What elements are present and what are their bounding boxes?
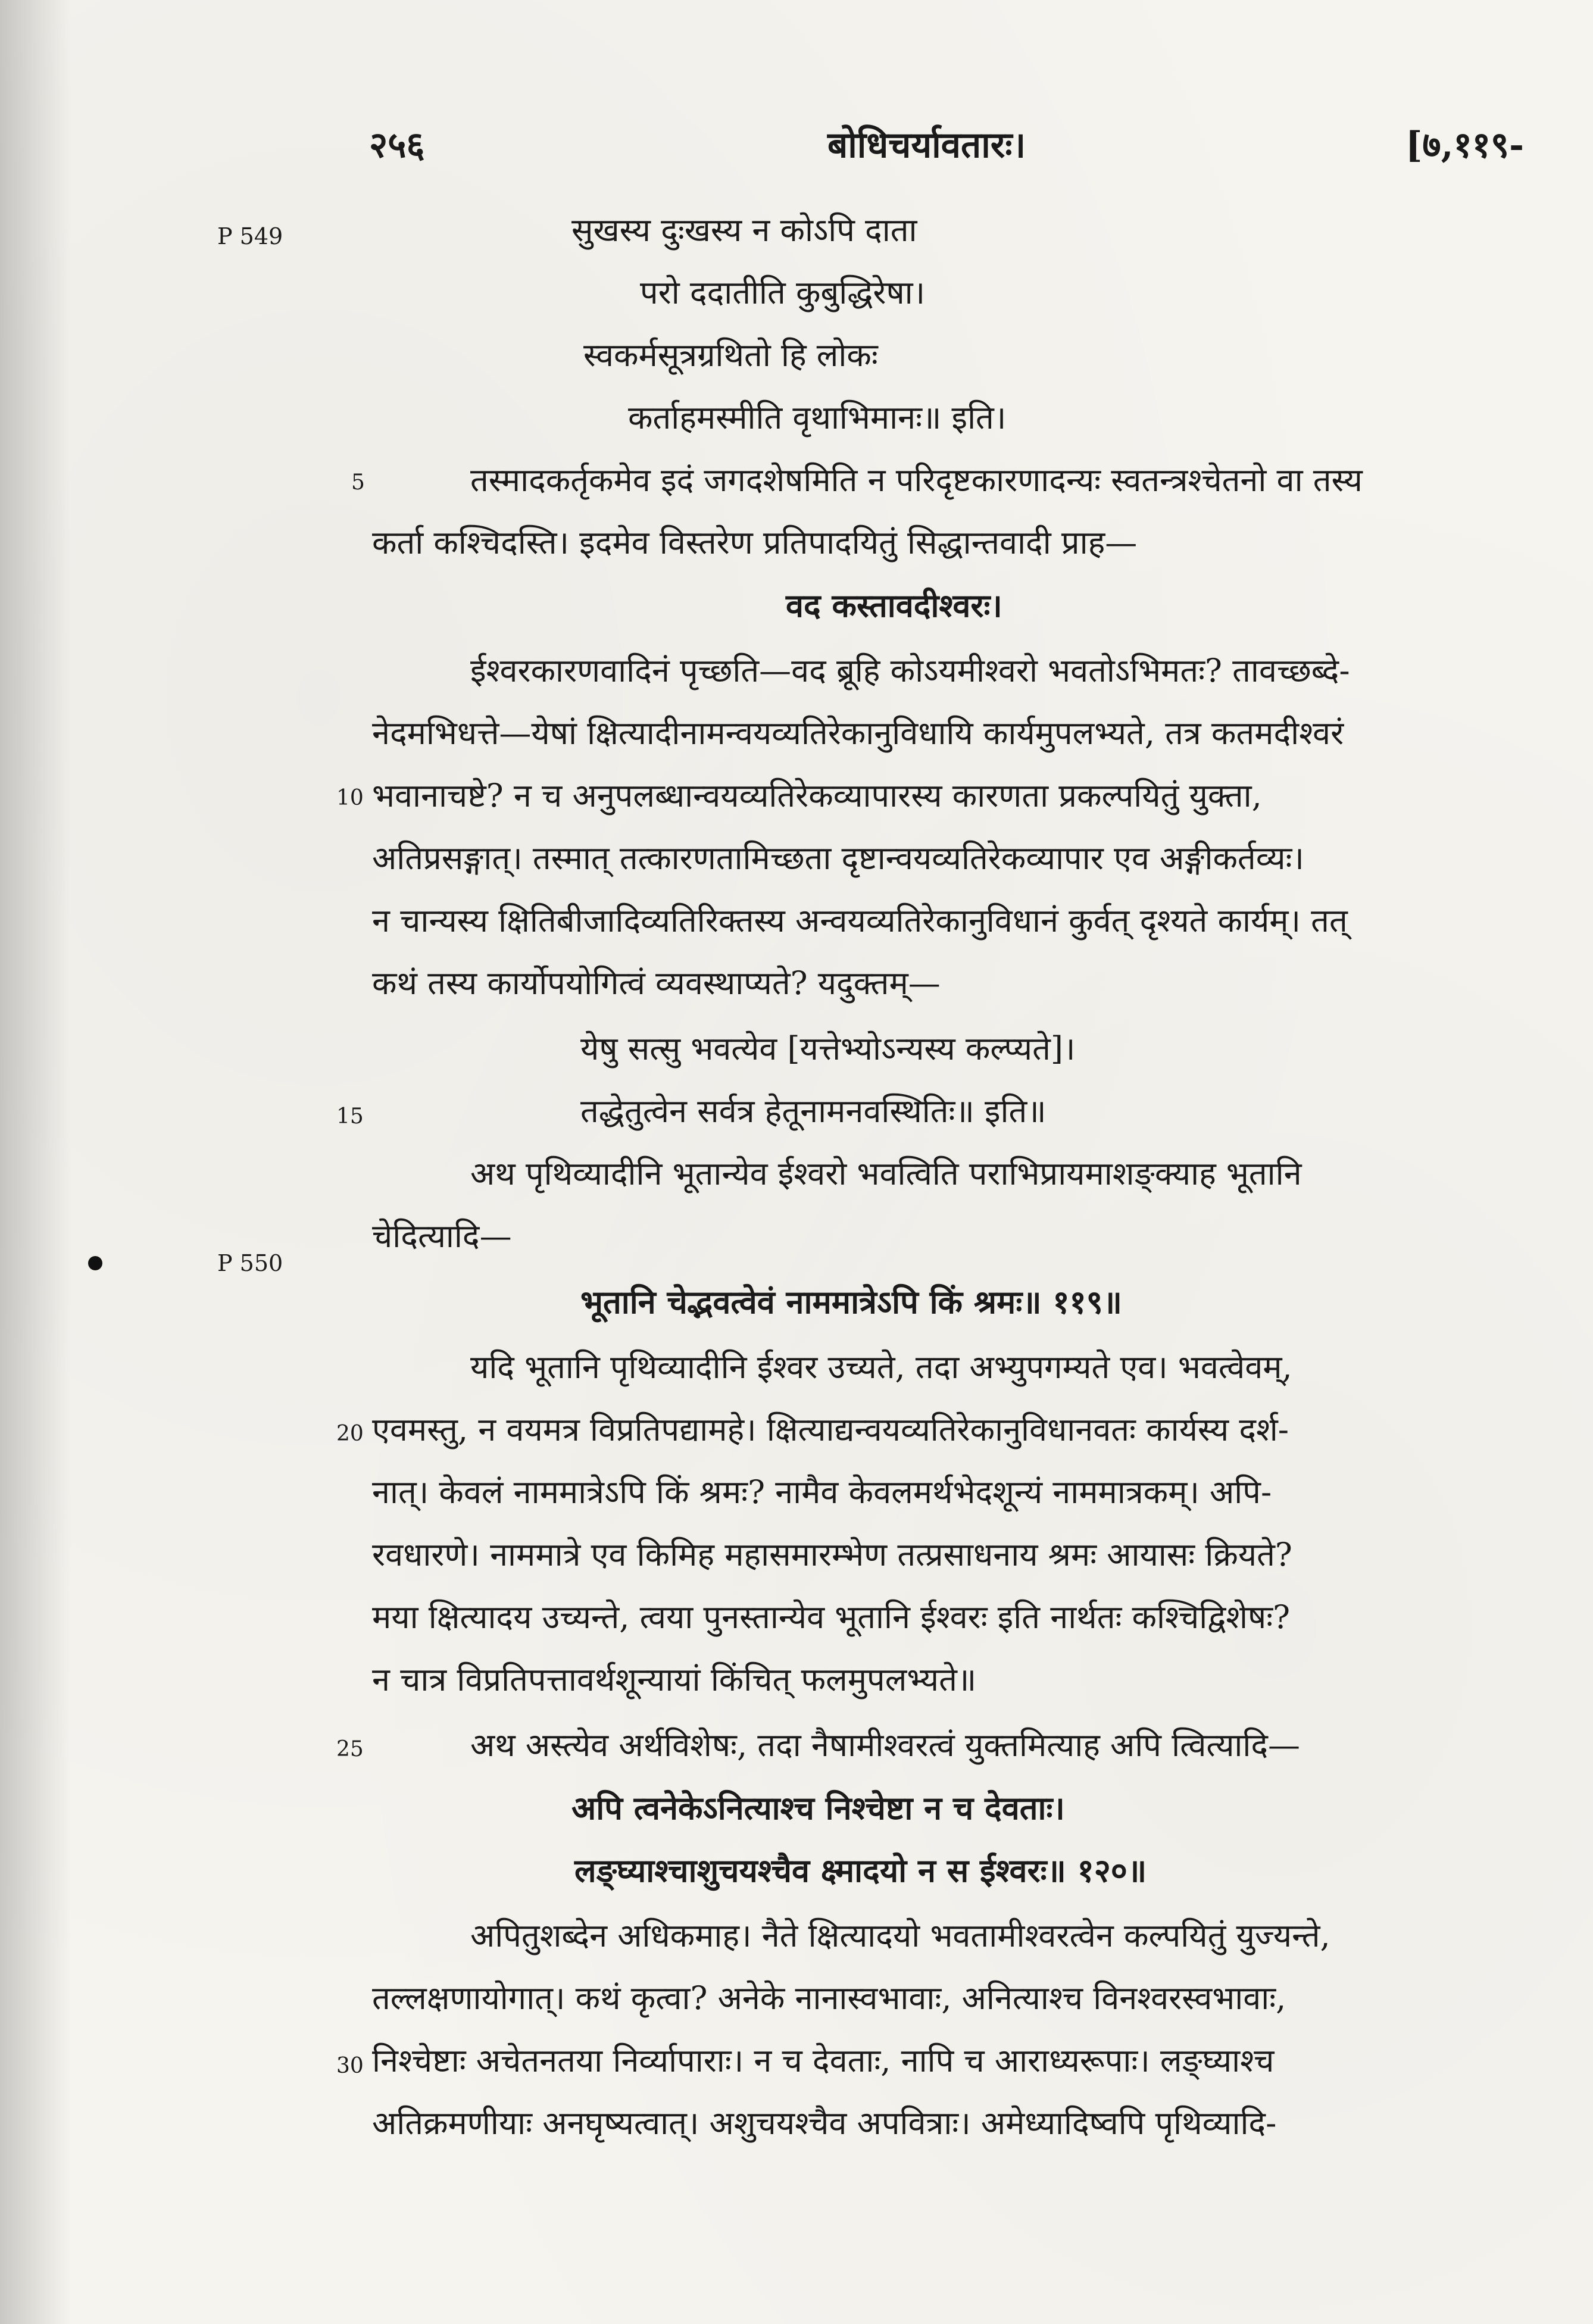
page-number: २५६ bbox=[369, 124, 425, 166]
prose-line: न चान्यस्य क्षितिबीजादिव्यतिरिक्तस्य अन्वयव्यतिरेकानुविधानं कुर्वत् दृश्यते कार्यम्। तत् bbox=[372, 902, 1348, 939]
prose-line: अथ पृथिव्यादीनि भूतान्येव ईश्वरो भवत्विति पराभिप्रायमाशङ्क्याह भूतानि bbox=[470, 1155, 1302, 1192]
root-verse-line: वद कस्तावदीश्वरः। bbox=[786, 586, 1002, 624]
line-number-30: 30 bbox=[336, 2054, 364, 2078]
prose-line: यदि भूतानि पृथिव्यादीनि ईश्वर उच्यते, तदा अभ्युपगम्यते एव। भवत्वेवम्, bbox=[470, 1348, 1292, 1386]
line-number-25: 25 bbox=[336, 1737, 364, 1761]
line-number-15: 15 bbox=[336, 1104, 364, 1129]
root-verse-line: लङ्घ्याश्चाशुचयश्चैव क्ष्मादयो न स ईश्वरः॥ १२०॥ bbox=[574, 1851, 1147, 1889]
prose-line: निश्चेष्टाः अचेतनतया निर्व्यापाराः। न च देवताः, नापि च आराध्यरूपाः। लङ्घ्याश्च bbox=[372, 2042, 1275, 2079]
page-header bbox=[369, 119, 1524, 173]
line-number-20: 20 bbox=[336, 1422, 364, 1446]
verse-line: स्वकर्मसूत्रग्रथितो हि लोकः bbox=[583, 336, 878, 374]
prose-line: तल्लक्षणायोगात्। कथं कृत्वा? अनेके नानास्वभावाः, अनित्याश्च विनश्वरस्वभावाः, bbox=[372, 1979, 1286, 2017]
prose-line: न चात्र विप्रतिपत्तावर्थशून्यायां किंचित् फलमुपलभ्यते॥ bbox=[372, 1661, 977, 1698]
prose-line: तस्मादकर्तृकमेव इदं जगदशेषमिति न परिदृष्टकारणादन्यः स्वतन्त्रश्चेतनो वा तस्य bbox=[470, 461, 1363, 499]
prose-line: एवमस्तु, न वयमत्र विप्रतिपद्यामहे। क्षित्याद्यन्वयव्यतिरेकानुविधानवतः कार्यस्य दर्श- bbox=[372, 1411, 1289, 1448]
prose-line: अपितुशब्देन अधिकमाह। नैते क्षित्यादयो भवतामीश्वरत्वेन कल्पयितुं युज्यन्ते, bbox=[470, 1917, 1330, 1954]
prose-line: कर्ता कश्चिदस्ति। इदमेव विस्तरेण प्रतिपादयितुं सिद्धान्तवादी प्राह— bbox=[372, 524, 1138, 561]
line-number-10: 10 bbox=[336, 786, 364, 810]
root-verse-line: भूतानि चेद्भवत्वेवं नाममात्रेऽपि किं श्रमः॥ ११९॥ bbox=[580, 1283, 1122, 1321]
prose-line: अतिक्रमणीयाः अनघृष्यत्वात्। अशुचयश्चैव अपवित्राः। अमेध्यादिष्वपि पृथिव्यादि- bbox=[372, 2104, 1277, 2142]
section-marker: [७,११९- bbox=[1405, 124, 1524, 166]
quoted-verse-line: येषु सत्सु भवत्येव [यत्तेभ्योऽन्यस्य कल्प्यते]। bbox=[580, 1030, 1076, 1067]
prose-line: अथ अस्त्येव अर्थविशेषः, तदा नैषामीश्वरत्वं युक्तमित्याह अपि त्वित्यादि— bbox=[470, 1726, 1301, 1764]
prose-line: कथं तस्य कार्योपयोगित्वं व्यवस्थाप्यते? यदुक्तम्— bbox=[372, 964, 941, 1002]
prose-line: रवधारणे। नाममात्रे एव किमिह महासमारम्भेण तत्प्रसाधनाय श्रमः आयासः क्रियते? bbox=[372, 1536, 1292, 1573]
running-title: बोधिचर्यावतारः। bbox=[827, 124, 1026, 166]
quoted-verse-line: तद्धेतुत्वेन सर्वत्र हेतूनामनवस्थितिः॥ इति॥ bbox=[580, 1092, 1047, 1130]
prose-line: मया क्षित्यादय उच्यन्ते, त्वया पुनस्तान्येव भूतानि ईश्वरः इति नार्थतः कश्चिद्विशेषः? bbox=[372, 1598, 1291, 1636]
line-number-5: 5 bbox=[351, 470, 365, 495]
verse-line: परो ददातीति कुबुद्धिरेषा। bbox=[640, 274, 926, 311]
margin-note-p550: P 550 bbox=[217, 1250, 283, 1276]
prose-line: अतिप्रसङ्गात्। तस्मात् तत्कारणतामिच्छता दृष्टान्वयव्यतिरेकव्यापार एव अङ्गीकर्तव्यः। bbox=[372, 839, 1304, 877]
prose-line: भवानाचष्टे? न च अनुपलब्धान्वयव्यतिरेकव्यापारस्य कारणता प्रकल्पयितुं युक्ता, bbox=[372, 777, 1262, 814]
prose-line: नेदमभिधत्ते—येषां क्षित्यादीनामन्वयव्यतिरेकानुविधायि कार्यमुपलभ्यते, तत्र कतमदीश्वरं bbox=[372, 714, 1344, 752]
prose-line: चेदित्यादि— bbox=[372, 1217, 512, 1255]
prose-line: ईश्वरकारणवादिनं पृच्छति—वद ब्रूहि कोऽयमीश्वरो भवतोऽभिमतः? तावच्छब्दे- bbox=[470, 652, 1350, 689]
prose-line: नात्। केवलं नाममात्रेऽपि किं श्रमः? नामैव केवलमर्थभेदशून्यं नाममात्रकम्। अपि- bbox=[372, 1473, 1272, 1511]
root-verse-line: अपि त्वनेकेऽनित्याश्च निश्चेष्टा न च देवताः। bbox=[571, 1789, 1065, 1827]
verse-line: कर्ताहमस्मीति वृथाभिमानः॥ इति। bbox=[628, 399, 1007, 436]
binding-shadow bbox=[0, 0, 71, 2324]
margin-note-p549: P 549 bbox=[217, 223, 283, 249]
verse-line: सुखस्य दुःखस्य न कोऽपि दाता bbox=[571, 211, 917, 249]
ink-spot bbox=[88, 1256, 102, 1270]
